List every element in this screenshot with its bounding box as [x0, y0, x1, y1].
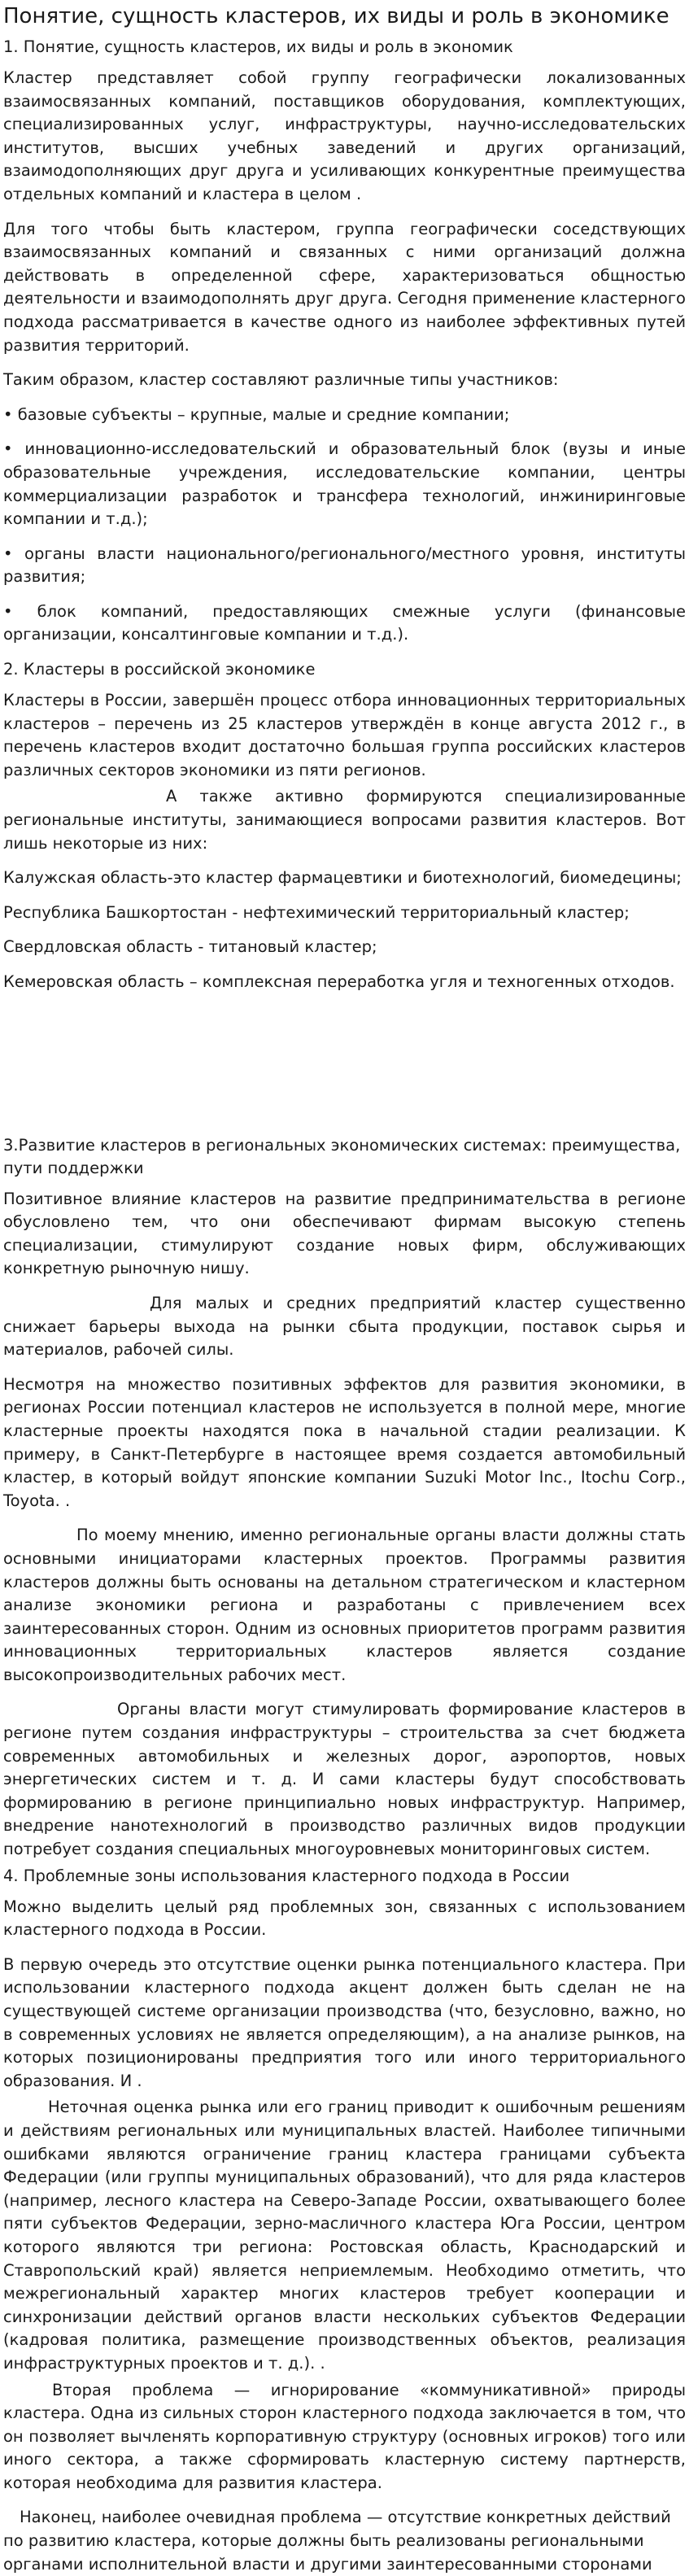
- paragraph-market-assessment: В первую очередь это отсутствие оценки рынка потенциального кластера. При использовании кластерного подхода акцент должен быть сделан не на существующей системе организации производства (что, безусловно, важно, но в современных условиях не является определяющим), а на анализе рынков, на которых позиционированы предприятия того или иного территориального образования. И .: [3, 1954, 686, 2090]
- paragraph-russia-clusters: Кластеры в России, завершён процесс отбора инновационных территориальных кластеров – перечень из 25 кластеров утверждён в конце августа 2012 г., в перечень кластеров входит достаточно большая группа российских кластеров различных секторов экономики из пяти регионов.: [3, 691, 686, 779]
- paragraph-participants-intro: Таким образом, кластер составляют различные типы участников:: [3, 370, 559, 390]
- section-1-heading: 1. Понятие, сущность кластеров, их виды и роль в экономик: [3, 37, 513, 56]
- paragraph-second-problem: Вторая проблема — игнорирование «коммуникативной» природы кластера. Одна из сильных сторон кластерного подхода заключается в том, что он позволяет вычленять корпоративную структуру (основных игроков) того или иного сектора, а также сформировать кластерную систему партнерств, которая необходима для развития кластера.: [3, 2380, 686, 2492]
- paragraph-authorities-stimulate: Органы власти могут стимулировать формирование кластеров в регионе путем создания инфраструктуры – строительства за счет бюджета современных автомобильных и железных дорог, аэропортов, новых энергетических систем и т. д. И сами кластеры будут способствовать формированию в регионе принципиально новых инфраструктур. Например, внедрение нанотехнологий в производство различных видов продукции потребует создания специальных многоуровневых мониторинговых систем.: [3, 1700, 686, 1859]
- bullet-base-subjects: • базовые субъекты – крупные, малые и средние компании;: [3, 404, 510, 424]
- blank-space: [3, 1006, 686, 1134]
- paragraph-final-problem: Наконец, наиболее очевидная проблема — отсутствие конкретных действий по развитию кластера, которые должны быть реализованы региональными органами исполнительной власти и другими заинтересованными сторонами: [3, 2508, 671, 2574]
- paragraph-potential-unused: Несмотря на множество позитивных эффектов для развития экономики, в регионах России потенциал кластеров не используется в полной мере, многие кластерные проекты находятся пока в начальной стадии реализации. К примеру, в Санкт-Петербурге в настоящее время создается автомобильный кластер, в который войдут японские компании Suzuki Motor Inc., Itochu Corp., Toyota. .: [3, 1374, 686, 1510]
- bullet-authorities: • органы власти национального/регионального/местного уровня, институты развития;: [3, 544, 686, 587]
- paragraph-cluster-definition: Кластер представляет собой группу географически локализованных взаимосвязанных компаний, поставщиков оборудования, комплектующих, специализированных услуг, инфраструктуры, научно-исследовательских институтов, высших учебных заведений и других организаций, взаимодополняющих друг друга и усиливающих конкурентные преимущества отдельных компаний и кластера в целом .: [3, 68, 686, 203]
- section-4-heading: 4. Проблемные зоны использования кластерного подхода в России: [3, 1866, 570, 1885]
- bullet-services-block: • блок компаний, предоставляющих смежные услуги (финансовые организации, консалтинговые компании и т.д.).: [3, 601, 686, 644]
- paragraph-cluster-conditions: Для того чтобы быть кластером, группа географически соседствующих взаимосвязанных компаний и связанных с ними организаций должна действовать в определенной сфере, характеризоваться общностью деятельности и взаимодополнять друг друга. Сегодня применение кластерного подхода рассматривается в качестве одного из наиболее эффективных путей развития территорий.: [3, 219, 686, 355]
- bullet-innovation-block: • инновационно-исследовательский и образовательный блок (вузы и иные образовательные учреждения, исследовательские компании, центры коммерциализации разработок и трансфера технологий, инжиниринговые компании и т.д.);: [3, 439, 686, 529]
- page-title: Понятие, сущность кластеров, их виды и роль в экономике: [3, 4, 669, 28]
- list-item-bashkortostan: Республика Башкортостан - нефтехимический территориальный кластер;: [3, 902, 630, 922]
- list-item-kemerovo: Кемеровская область – комплексная переработка угля и техногенных отходов.: [3, 972, 675, 991]
- list-item-sverdlovsk: Свердловская область - титановый кластер;: [3, 937, 377, 957]
- paragraph-regional-institutes: А также активно формируются специализированные региональные институты, занимающиеся вопросами развития кластеров. Вот лишь некоторые из них:: [3, 787, 686, 853]
- paragraph-small-business: Для малых и средних предприятий кластер существенно снижает барьеры выхода на рынки сбыта продукции, поставок сырья и материалов, рабочей силы.: [3, 1293, 686, 1360]
- paragraph-author-opinion: По моему мнению, именно региональные органы власти должны стать основными инициаторами кластерных проектов. Программы развития кластеров должны быть основаны на детальном стратегическом и кластерном анализе экономики региона и разработаны с привлечением всех заинтересованных сторон. Одним из основных приоритетов программ развития инновационных территориальных кластеров является создание высокопроизводительных рабочих мест.: [3, 1526, 686, 1684]
- paragraph-problem-zones: Можно выделить целый ряд проблемных зон, связанных с использованием кластерного подхода в России.: [3, 1897, 686, 1940]
- list-item-kaluga: Калужская область-это кластер фармацевтики и биотехнологий, биомедецины;: [3, 868, 682, 888]
- section-2-heading: 2. Кластеры в российской экономике: [3, 660, 316, 679]
- section-3-heading: 3.Развитие кластеров в региональных экономических системах: преимущества, пути поддержки: [3, 1135, 681, 1177]
- paragraph-positive-influence: Позитивное влияние кластеров на развитие предпринимательства в регионе обусловлено тем, что они обеспечивают фирмам высокую степень специализации, стимулируют создание новых фирм, обслуживающих конкретную рыночную нишу.: [3, 1189, 686, 1278]
- paragraph-inaccurate-assessment: Неточная оценка рынка или его границ приводит к ошибочным решениям и действиям региональных или муниципальных властей. Наиболее типичными ошибками являются ограничение границ кластера границами субъекта Федерации (или группы муниципальных образований), что для ряда кластеров (например, лесного кластера на Северо-Западе России, охватывающего более пяти субъектов Федерации, зерно-масличного кластера Юга России, центром которого являются три региона: Ростовская область, Краснодарский и Ставропольский край) является неприемлемым. Необходимо отметить, что межрегиональный характер многих кластеров требует кооперации и синхронизации действий органов власти нескольких субъектов Федерации (кадровая политика, размещение производственных объектов, реализация инфраструктурных проектов и т. д.). .: [3, 2098, 686, 2373]
